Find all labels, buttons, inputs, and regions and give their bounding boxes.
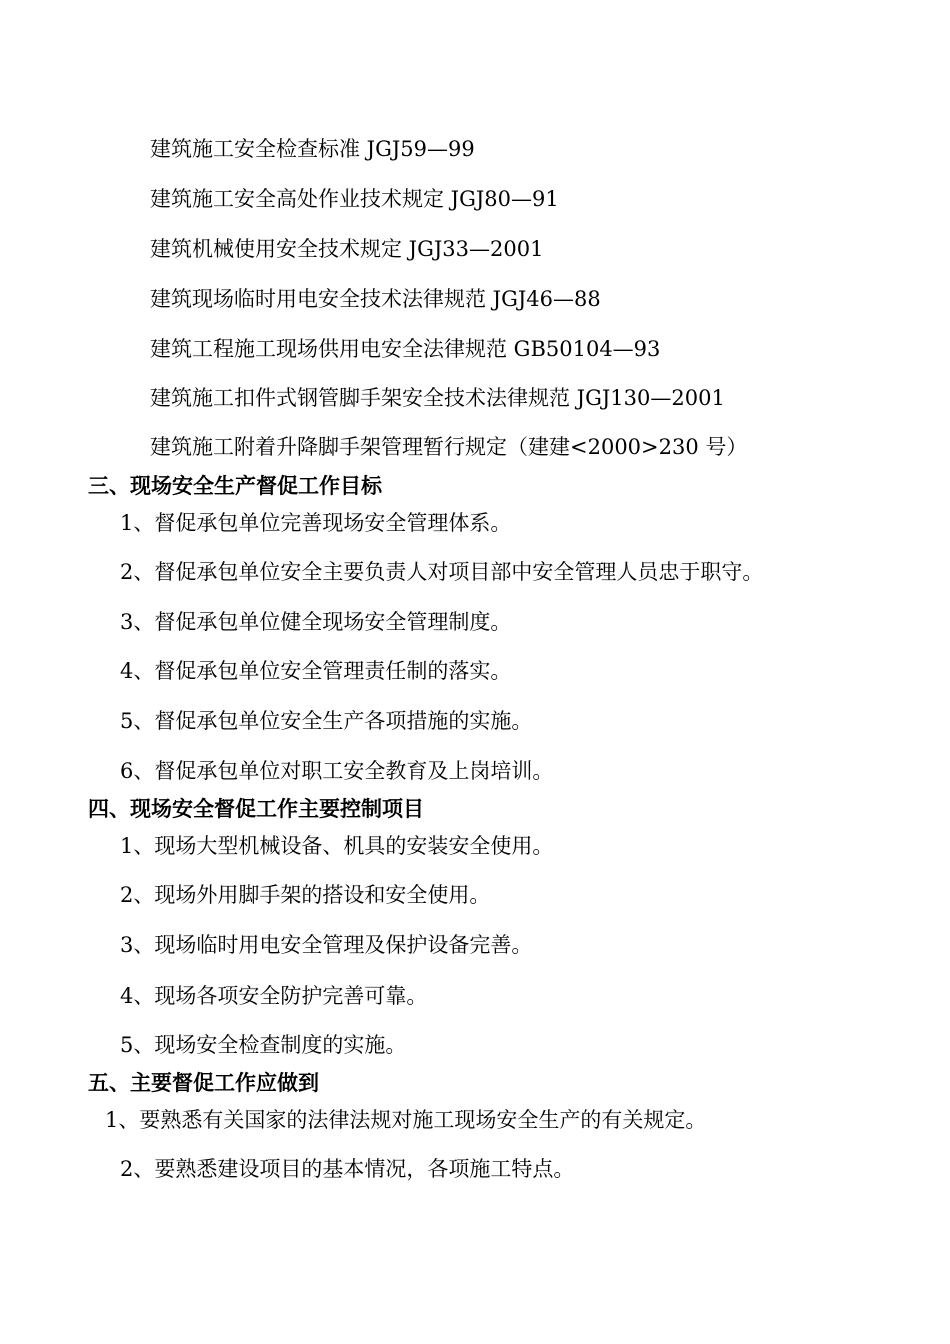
list-item: 5、督促承包单位安全生产各项措施的实施。 xyxy=(120,709,533,733)
list-item: 5、现场安全检查制度的实施。 xyxy=(120,1033,407,1057)
section-heading-3: 三、现场安全生产督促工作目标 xyxy=(88,474,382,498)
list-item: 4、现场各项安全防护完善可靠。 xyxy=(120,984,428,1008)
list-item: 6、督促承包单位对职工安全教育及上岗培训。 xyxy=(120,759,554,783)
standard-item: 建筑施工安全检查标准 JGJ59—99 xyxy=(150,137,475,161)
list-item: 3、现场临时用电安全管理及保护设备完善。 xyxy=(120,933,533,957)
list-item: 3、督促承包单位健全现场安全管理制度。 xyxy=(120,610,512,634)
list-item: 1、督促承包单位完善现场安全管理体系。 xyxy=(120,511,512,535)
section-heading-5: 五、主要督促工作应做到 xyxy=(88,1071,319,1095)
standard-item: 建筑施工附着升降脚手架管理暂行规定（建建<2000>230 号） xyxy=(150,435,748,459)
standard-item: 建筑现场临时用电安全技术法律规范 JGJ46—88 xyxy=(150,287,601,311)
list-item: 1、现场大型机械设备、机具的安装安全使用。 xyxy=(120,834,554,858)
list-item: 4、督促承包单位安全管理责任制的落实。 xyxy=(120,659,512,683)
list-item: 1、要熟悉有关国家的法律法规对施工现场安全生产的有关规定。 xyxy=(105,1108,707,1132)
section-heading-4: 四、现场安全督促工作主要控制项目 xyxy=(88,797,424,821)
list-item: 2、督促承包单位安全主要负责人对项目部中安全管理人员忠于职守。 xyxy=(120,560,764,584)
standard-item: 建筑机械使用安全技术规定 JGJ33—2001 xyxy=(150,237,544,261)
standard-item: 建筑工程施工现场供用电安全法律规范 GB50104—93 xyxy=(150,337,661,361)
standard-item: 建筑施工安全高处作业技术规定 JGJ80—91 xyxy=(150,187,559,211)
list-item: 2、要熟悉建设项目的基本情况，各项施工特点。 xyxy=(120,1157,575,1181)
list-item: 2、现场外用脚手架的搭设和安全使用。 xyxy=(120,883,491,907)
standard-item: 建筑施工扣件式钢管脚手架安全技术法律规范 JGJ130—2001 xyxy=(150,386,725,410)
